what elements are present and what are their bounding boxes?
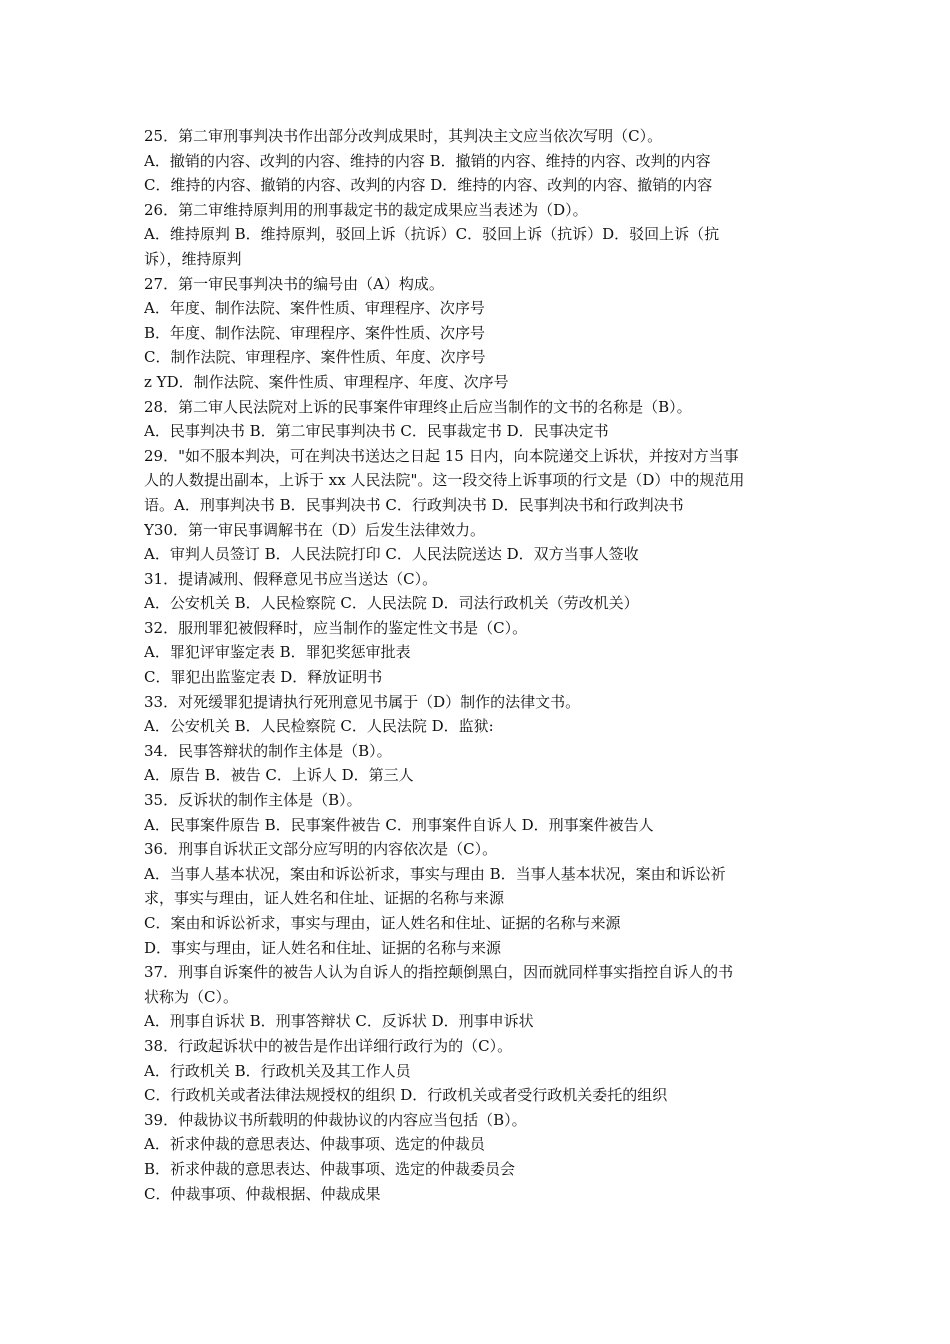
text-line: A．民事案件原告 B．民事案件被告 C．刑事案件自诉人 D．刑事案件被告人 [144,815,654,834]
text-line: 状称为（C）。 [144,987,238,1006]
text-line: 29．"如不服本判决，可在判决书送达之日起 15 日内，向本院递交上诉状，并按对方当事 [144,446,739,465]
text-line: 求，事实与理由，证人姓名和住址、证据的名称与来源 [144,889,505,908]
text-line: Y30．第一审民事调解书在（D）后发生法律效力。 [144,520,486,539]
text-line: 33．对死缓罪犯提请执行死刑意见书属于（D）制作的法律文书。 [144,692,581,711]
text-line: 28．第二审人民法院对上诉的民事案件审理终止后应当制作的文书的名称是（B）。 [144,397,692,416]
text-line: A．原告 B．被告 C．上诉人 D．第三人 [144,766,414,785]
text-line: A．罪犯评审鉴定表 B．罪犯奖惩审批表 [144,643,411,662]
text-line: 人的人数提出副本，上诉于 xx 人民法院"。这一段交待上诉事项的行文是（D）中的规范用 [144,471,745,490]
text-line: 36．刑事自诉状正文部分应写明的内容依次是（C）。 [144,840,498,859]
text-line: 32．服刑罪犯被假释时，应当制作的鉴定性文书是（C）。 [144,618,528,637]
text-line: A．撤销的内容、改判的内容、维持的内容 B．撤销的内容、维持的内容、改判的内容 [144,151,711,170]
text-line: 25．第二审刑事判决书作出部分改判成果时，其判决主文应当依次写明（C）。 [144,127,663,145]
text-line: A．公安机关 B．人民检察院 C．人民法院 D．监狱: [144,717,494,736]
text-line: z YD．制作法院、案件性质、审理程序、年度、次序号 [144,372,509,391]
text-line: B．年度、制作法院、审理程序、案件性质、次序号 [144,323,486,342]
text-line: C．仲裁事项、仲裁根据、仲裁成果 [144,1184,381,1203]
text-line: B．祈求仲裁的意思表达、仲裁事项、选定的仲裁委员会 [144,1159,516,1178]
text-line: 34．民事答辩状的制作主体是（B）。 [144,741,392,760]
text-line: 26．第二审维持原判用的刑事裁定书的裁定成果应当表述为（D）。 [144,200,588,219]
text-line: 27．第一审民事判决书的编号由（A）构成。 [144,274,444,293]
text-line: C．罪犯出监鉴定表 D．释放证明书 [144,668,383,687]
text-line: A．祈求仲裁的意思表达、仲裁事项、选定的仲裁员 [144,1135,485,1154]
text-line: A．刑事自诉状 B．刑事答辩状 C．反诉状 D．刑事申诉状 [144,1012,534,1031]
text-line: C．维持的内容、撤销的内容、改判的内容 D．维持的内容、改判的内容、撤销的内容 [144,176,713,195]
text-line: D．事实与理由，证人姓名和住址、证据的名称与来源 [144,938,502,957]
text-line: A．维持原判 B．维持原判，驳回上诉（抗诉）C．驳回上诉（抗诉）D．驳回上诉（抗 [144,225,720,244]
text-line: A．行政机关 B．行政机关及其工作人员 [144,1061,411,1080]
text-line: C．制作法院、审理程序、案件性质、年度、次序号 [144,348,486,367]
text-line: A．民事判决书 B．第二审民事判决书 C．民事裁定书 D．民事决定书 [144,422,609,441]
text-line: A．公安机关 B．人民检察院 C．人民法院 D．司法行政机关（劳改机关） [144,594,639,613]
text-line: C．行政机关或者法律法规授权的组织 D．行政机关或者受行政机关委托的组织 [144,1086,668,1105]
text-line: 语。A．刑事判决书 B．民事判决书 C．行政判决书 D．民事判决书和行政判决书 [144,495,684,514]
text-line: 39．仲裁协议书所载明的仲裁协议的内容应当包括（B）。 [144,1110,527,1129]
text-line: 35．反诉状的制作主体是（B）。 [144,791,362,810]
text-line: A．当事人基本状况，案由和诉讼祈求，事实与理由 B．当事人基本状况，案由和诉讼祈 [144,864,726,883]
text-line: 37．刑事自诉案件的被告人认为自诉人的指控颠倒黑白，因而就同样事实指控自诉人的书 [144,963,734,982]
text-line: 38．行政起诉状中的被告是作出详细行政行为的（C）。 [144,1036,513,1055]
text-line: 诉），维持原判 [144,249,242,268]
text-line: C．案由和诉讼祈求，事实与理由，证人姓名和住址、证据的名称与来源 [144,914,621,932]
text-line: A．年度、制作法院、案件性质、审理程序、次序号 [144,299,485,318]
text-line: 31．提请减刑、假释意见书应当送达（C）。 [144,569,438,588]
text-line: A．审判人员签订 B．人民法院打印 C．人民法院送达 D．双方当事人签收 [144,545,639,564]
document-page [144,124,810,1206]
